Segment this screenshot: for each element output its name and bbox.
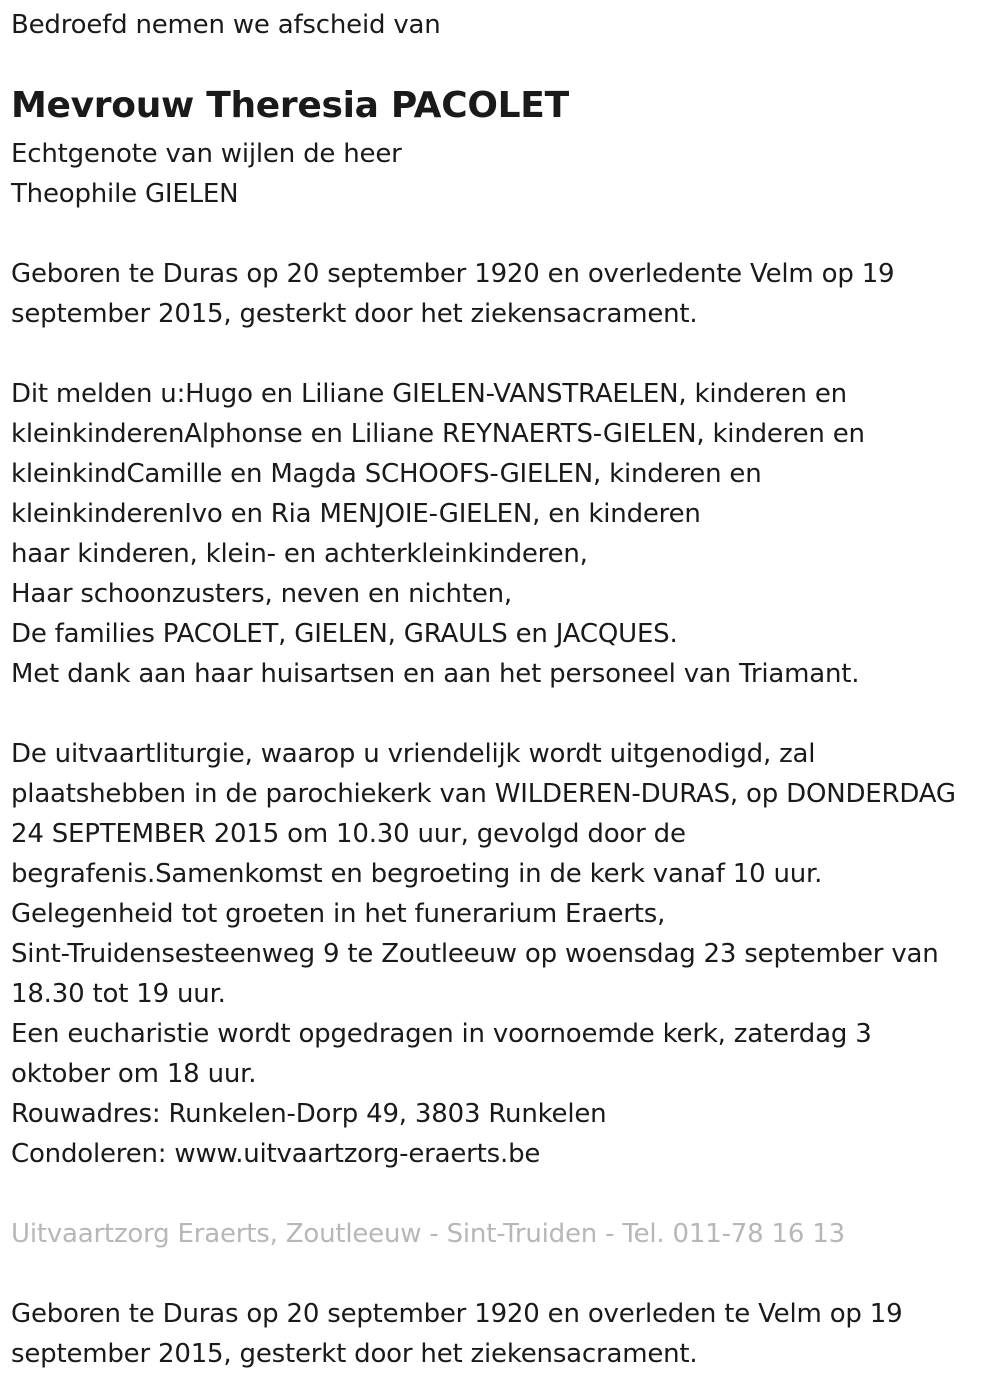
ceremony-line: plaatshebben in de parochiekerk van WILDEREN-DURAS, op DONDERDAG (11, 779, 956, 809)
condolence-link: Condoleren: www.uitvaartzorg-eraerts.be (11, 1139, 541, 1169)
birth-death-line: september 2015, gesterkt door het ziekensacrament. (11, 1339, 698, 1369)
intro-text: Bedroefd nemen we afscheid van (11, 10, 441, 40)
funeral-home-block (11, 1214, 845, 1254)
announcer-line: haar kinderen, klein- en achterkleinkinderen, (11, 539, 588, 569)
birth-death-line: september 2015, gesterkt door het ziekensacrament. (11, 299, 698, 329)
announcer-line: Met dank aan haar huisartsen en aan het personeel van Triamant. (11, 659, 860, 689)
ceremony-line: 24 SEPTEMBER 2015 om 10.30 uur, gevolgd door de (11, 819, 686, 849)
ceremony-line: 18.30 tot 19 uur. (11, 979, 226, 1009)
announcer-line: Dit melden u:Hugo en Liliane GIELEN-VANSTRAELEN, kinderen en (11, 379, 847, 409)
birth-death-repeat-block (11, 1294, 902, 1374)
birth-death-line: Geboren te Duras op 20 september 1920 en overleden te Velm op 19 (11, 1299, 903, 1329)
spouse-line: Theophile GIELEN (11, 179, 239, 209)
spouse-line: Echtgenote van wijlen de heer (11, 139, 402, 169)
announcer-line: De families PACOLET, GIELEN, GRAULS en JACQUES. (11, 619, 678, 649)
announcers-block (11, 374, 865, 694)
ceremony-block (11, 734, 956, 1174)
ceremony-line: Gelegenheid tot groeten in het funerarium Eraerts, (11, 899, 666, 929)
announcer-line: Haar schoonzusters, neven en nichten, (11, 579, 512, 609)
ceremony-line: Een eucharistie wordt opgedragen in voornoemde kerk, zaterdag 3 (11, 1019, 872, 1049)
ceremony-line: De uitvaartliturgie, waarop u vriendelijk wordt uitgenodigd, zal (11, 739, 816, 769)
funeral-home-contact: Uitvaartzorg Eraerts, Zoutleeuw - Sint-Truiden - Tel. 011-78 16 13 (11, 1219, 845, 1249)
ceremony-line: begrafenis.Samenkomst en begroeting in de kerk vanaf 10 uur. (11, 859, 823, 889)
spouse-block (11, 134, 402, 214)
ceremony-line: oktober om 18 uur. (11, 1059, 257, 1089)
announcer-line: kleinkindCamille en Magda SCHOOFS-GIELEN, kinderen en (11, 459, 762, 489)
announcer-line: kleinkinderenIvo en Ria MENJOIE-GIELEN, en kinderen (11, 499, 701, 529)
announcer-line: kleinkinderenAlphonse en Liliane REYNAERTS-GIELEN, kinderen en (11, 419, 865, 449)
birth-death-line: Geboren te Duras op 20 september 1920 en overledente Velm op 19 (11, 259, 895, 289)
deceased-name: Mevrouw Theresia PACOLET (11, 85, 569, 126)
mourning-address: Rouwadres: Runkelen-Dorp 49, 3803 Runkelen (11, 1099, 607, 1129)
ceremony-line: Sint-Truidensesteenweg 9 te Zoutleeuw op woensdag 23 september van (11, 939, 939, 969)
birth-death-block (11, 254, 894, 334)
